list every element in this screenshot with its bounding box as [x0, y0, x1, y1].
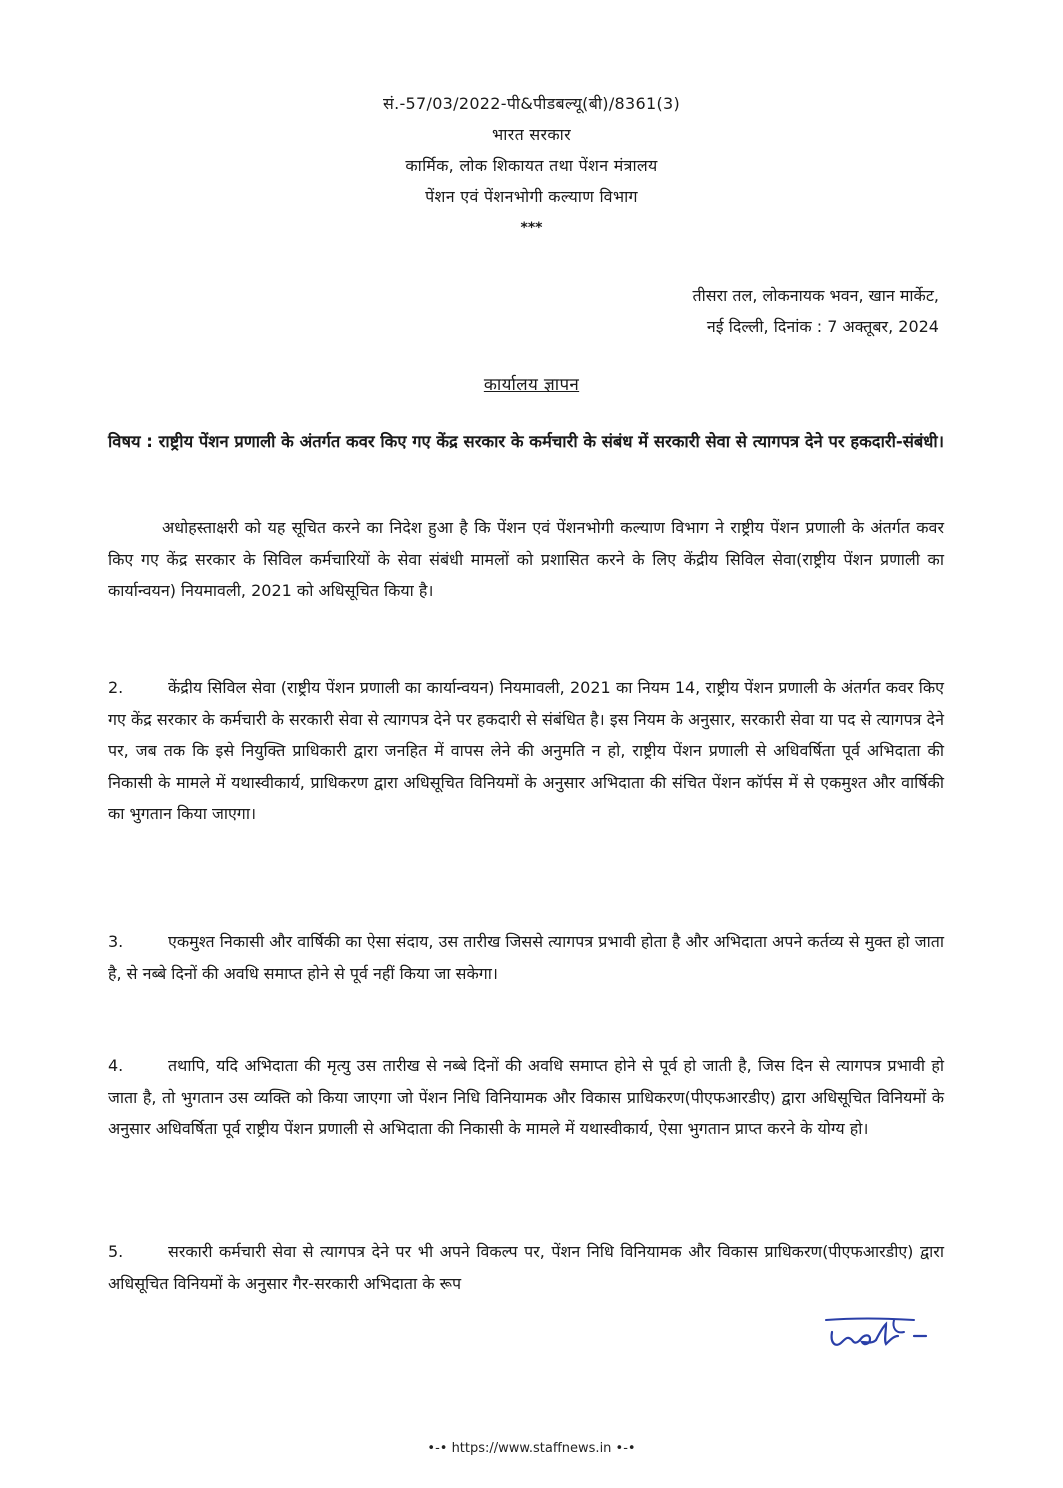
paragraph-5-text: सरकारी कर्मचारी सेवा से त्यागपत्र देने पर भी अपने विकल्प पर, पेंशन निधि विनियामक और विकास प्राधिकरण(पीएफआरडीए) द्वारा अधिसूचित विनियमों के अनुसार गैर-सरकारी अभिदाता के रूप [108, 1242, 944, 1293]
paragraph-3 [108, 926, 944, 989]
paragraph-3-number: 3. [108, 932, 124, 951]
paragraph-2-number: 2. [108, 678, 124, 697]
paragraph-4-number: 4. [108, 1056, 124, 1075]
paragraph-2-text: केंद्रीय सिविल सेवा (राष्ट्रीय पेंशन प्रणाली का कार्यान्वयन) नियमावली, 2021 का नियम 14, राष्ट्रीय पेंशन प्रणाली के अंतर्गत कवर किए गए केंद्र सरकार के कर्मचारी के सरकारी सेवा से त्यागपत्र देने पर हकदारी से संबंधित है। इस नियम के अनुसार, सरकारी सेवा या पद से त्यागपत्र देने पर, जब तक कि इसे नियुक्ति प्राधिकारी द्वारा जनहित में वापस लेने की अनुमति न हो, राष्ट्रीय पेंशन प्रणाली से अधिवर्षिता पूर्व अभिदाता की निकासी के मामले में यथास्वीकार्य, प्राधिकरण द्वारा अधिसूचित विनियमों के अनुसार अभिदाता की संचित पेंशन कॉर्पस में से एकमुश्त और वार्षिकी का भुगतान किया जाएगा। [108, 678, 944, 823]
paragraph-2 [108, 672, 944, 830]
reference-number: सं.-57/03/2022-पी&पीडबल्यू(बी)/8361(3) [382, 94, 681, 113]
government-name: भारत सरकार [492, 125, 571, 144]
memo-title: कार्यालय ज्ञापन [483, 375, 580, 395]
paragraph-1: अधोहस्ताक्षरी को यह सूचित करने का निदेश हुआ है कि पेंशन एवं पेंशनभोगी कल्याण विभाग ने राष्ट्रीय पेंशन प्रणाली के अंतर्गत कवर किए गए केंद्र सरकार के सिविल कर्मचारियों के सेवा संबंधी मामलों को प्रशासित करने के लिए केंद्रीय सिविल सेवा(राष्ट्रीय पेंशन प्रणाली का कार्यान्वयन) नियमावली, 2021 को अधिसूचित किया है। [108, 518, 944, 600]
address-line-1: तीसरा तल, लोकनायक भवन, खान मार्केट, [692, 286, 939, 305]
paragraph-4-text: तथापि, यदि अभिदाता की मृत्यु उस तारीख से नब्बे दिनों की अवधि समाप्त होने से पूर्व हो जाती है, जिस दिन से त्यागपत्र प्रभावी हो जाता है, तो भुगतान उस व्यक्ति को किया जाएगा जो पेंशन निधि विनियामक और विकास प्राधिकरण(पीएफआरडीए) द्वारा अधिसूचित विनियमों के अनुसार अधिवर्षिता पूर्व राष्ट्रीय पेंशन प्रणाली से अभिदाता की निकासी के मामले में यथास्वीकार्य, ऐसा भुगतान प्राप्त करने के योग्य हो। [108, 1056, 944, 1138]
document-header [0, 88, 1063, 240]
paragraph-5 [108, 1236, 944, 1299]
footer-url: •-• https://www.staffnews.in •-• [427, 1441, 636, 1456]
separator-stars: *** [520, 220, 543, 236]
continued-handwritten-mark [822, 1306, 942, 1354]
paragraph-5-number: 5. [108, 1242, 124, 1261]
ministry-name: कार्मिक, लोक शिकायत तथा पेंशन मंत्रालय [405, 156, 658, 175]
address-date-line: नई दिल्ली, दिनांक : 7 अक्तूबर, 2024 [706, 317, 939, 336]
office-address [693, 280, 940, 342]
department-name: पेंशन एवं पेंशनभोगी कल्याण विभाग [425, 187, 638, 206]
paragraph-4 [108, 1050, 944, 1145]
paragraph-3-text: एकमुश्त निकासी और वार्षिकी का ऐसा संदाय, उस तारीख जिससे त्यागपत्र प्रभावी होता है और अभिदाता अपने कर्तव्य से मुक्त हो जाता है, से नब्बे दिनों की अवधि समाप्त होने से पूर्व नहीं किया जा सकेगा। [108, 932, 944, 983]
subject-line: विषय : राष्ट्रीय पेंशन प्रणाली के अंतर्गत कवर किए गए केंद्र सरकार के कर्मचारी के संबंध में सरकारी सेवा से त्यागपत्र देने पर हकदारी-संबंधी। [108, 432, 944, 451]
